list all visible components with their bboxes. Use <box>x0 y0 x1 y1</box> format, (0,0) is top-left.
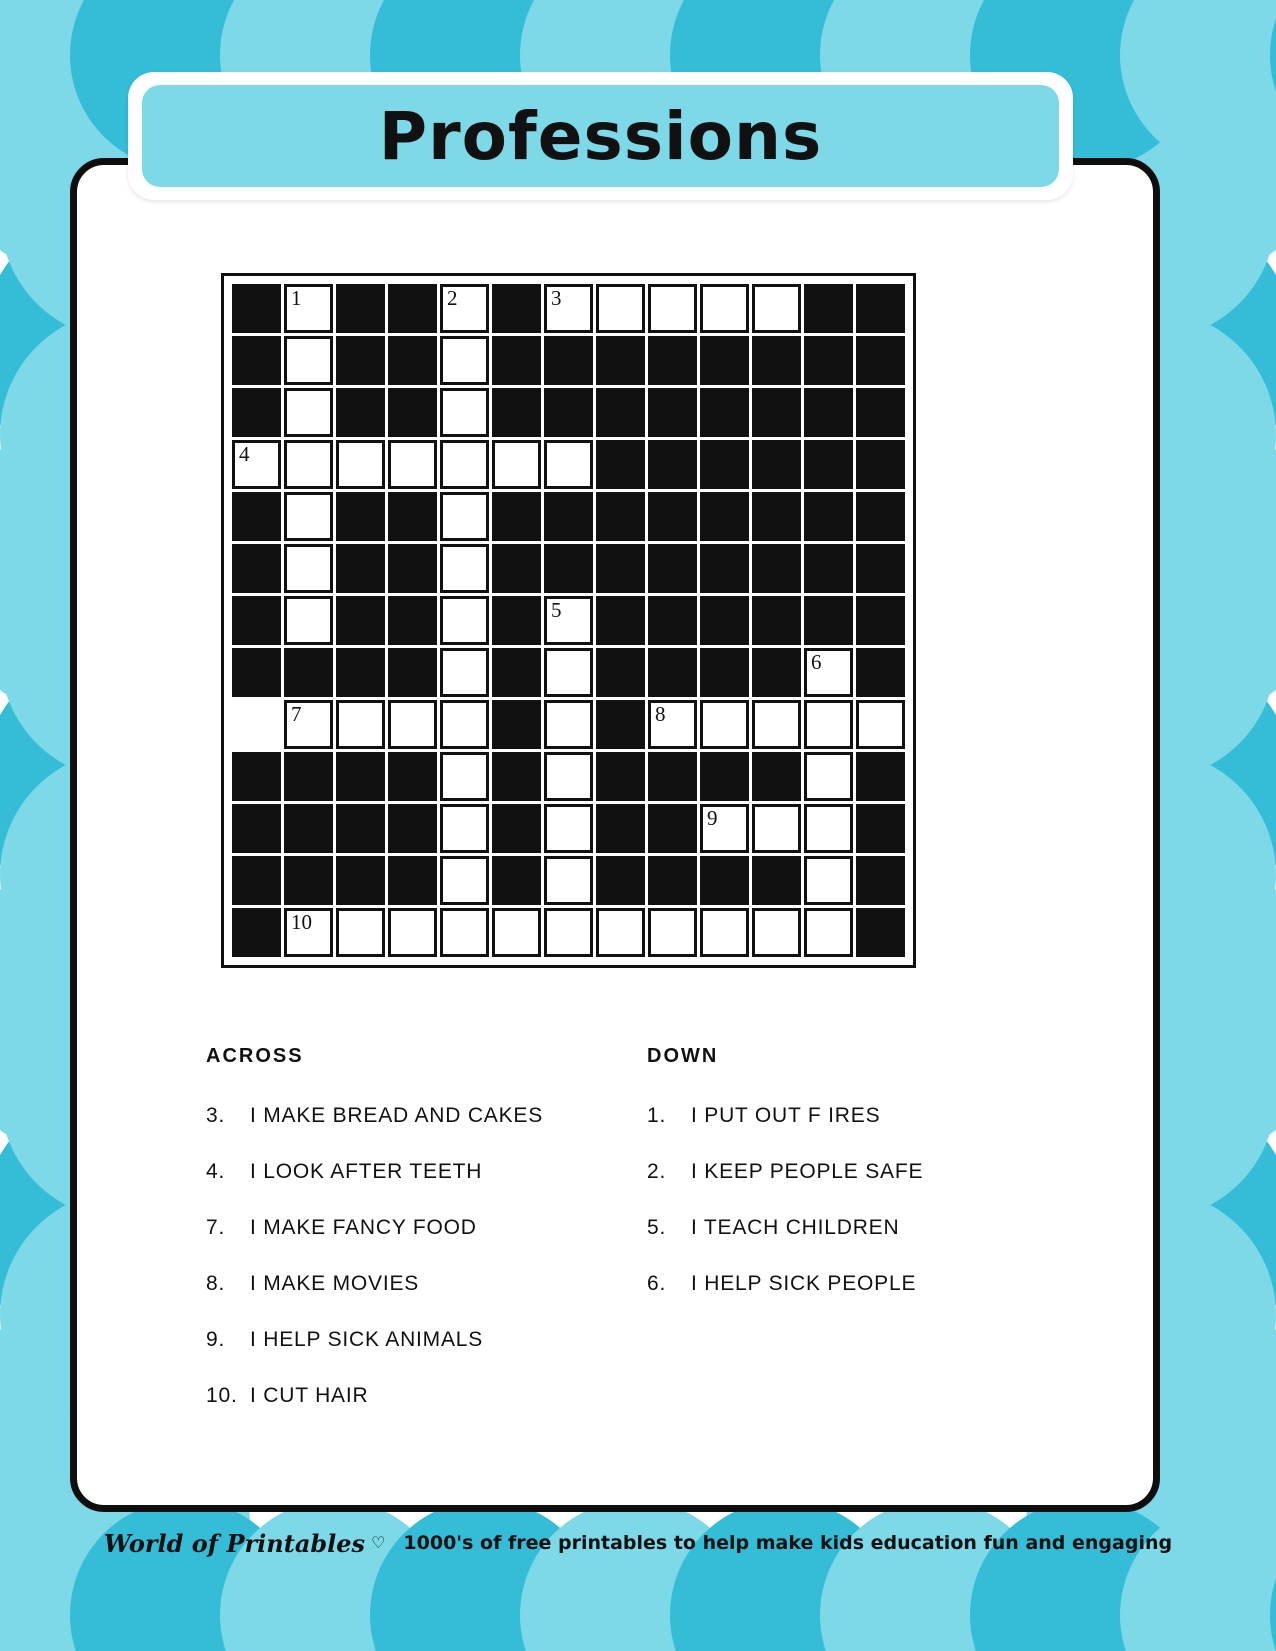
clue-text: I MAKE BREAD AND CAKES <box>250 1104 544 1127</box>
crossword-cell-open[interactable] <box>336 440 385 489</box>
clues-section <box>206 1045 1076 1440</box>
cell-number: 5 <box>551 598 562 622</box>
crossword-cell-block <box>388 492 437 541</box>
crossword-row <box>232 596 905 645</box>
crossword-cell-block <box>856 908 905 957</box>
clue-number: 1. <box>647 1104 667 1127</box>
crossword-cell-block <box>336 856 385 905</box>
crossword-cell-block <box>232 336 281 385</box>
crossword-cell-block <box>700 856 749 905</box>
crossword-cell-block <box>492 648 541 697</box>
crossword-cell-block <box>336 752 385 801</box>
cell-number: 1 <box>291 286 302 310</box>
crossword-cell-block <box>336 544 385 593</box>
crossword-cell-block <box>388 752 437 801</box>
cell-number: 7 <box>291 702 302 726</box>
crossword-cell-block <box>336 648 385 697</box>
crossword-row <box>232 700 905 749</box>
crossword-cell-open[interactable] <box>804 908 853 957</box>
clue-text: I HELP SICK ANIMALS <box>250 1328 484 1351</box>
crossword-cell-open[interactable] <box>544 700 593 749</box>
crossword-cell-block <box>752 388 801 437</box>
crossword-cell-block <box>596 596 645 645</box>
crossword-row <box>232 752 905 801</box>
crossword-cell-block <box>752 544 801 593</box>
crossword-cell-block <box>232 648 281 697</box>
clue-text: I CUT HAIR <box>250 1384 369 1407</box>
crossword-cell-block <box>856 544 905 593</box>
crossword-cell-block <box>388 284 437 333</box>
crossword-cell-open[interactable] <box>284 544 333 593</box>
crossword-cell-open[interactable] <box>388 700 437 749</box>
crossword-cell-open[interactable] <box>284 596 333 645</box>
crossword-cell-empty <box>232 700 281 749</box>
crossword-cell-open[interactable] <box>440 804 489 853</box>
crossword-cell-open[interactable] <box>700 804 749 853</box>
page-title: Professions <box>378 97 823 175</box>
crossword-cell-block <box>648 752 697 801</box>
crossword-cell-block <box>856 388 905 437</box>
crossword-cell-block <box>492 856 541 905</box>
crossword-cell-open[interactable] <box>752 908 801 957</box>
crossword-row <box>232 336 905 385</box>
crossword-cell-block <box>752 336 801 385</box>
crossword-cell-open[interactable] <box>284 492 333 541</box>
crossword-cell-block <box>388 544 437 593</box>
crossword-cell-block <box>544 492 593 541</box>
crossword-row <box>232 284 905 333</box>
cell-number: 3 <box>551 286 562 310</box>
crossword-cell-block <box>648 492 697 541</box>
crossword-cell-block <box>596 648 645 697</box>
crossword-cell-block <box>232 908 281 957</box>
crossword-cell-open[interactable] <box>700 700 749 749</box>
crossword-cell-block <box>232 544 281 593</box>
clue-text: I MAKE FANCY FOOD <box>250 1216 477 1239</box>
clue-text: I TEACH CHILDREN <box>691 1216 900 1239</box>
crossword-cell-block <box>232 856 281 905</box>
crossword-cell-block <box>700 648 749 697</box>
crossword-cell-open[interactable] <box>232 440 281 489</box>
crossword-cell-block <box>856 752 905 801</box>
clues-across-heading: ACROSS <box>206 1045 304 1067</box>
crossword-cell-block <box>596 440 645 489</box>
heart-icon: ♡ <box>371 1535 386 1552</box>
crossword-cell-block <box>700 388 749 437</box>
crossword-cell-block <box>336 492 385 541</box>
crossword-cell-open[interactable] <box>440 544 489 593</box>
crossword-row <box>232 544 905 593</box>
crossword-cell-block <box>752 856 801 905</box>
footer-tagline: 1000's of free printables to help make kids education fun and engaging <box>403 1532 1173 1554</box>
crossword-cell-block <box>752 492 801 541</box>
clues-down <box>90 1045 1076 1440</box>
crossword-cell-block <box>492 596 541 645</box>
crossword-row <box>232 648 905 697</box>
crossword-cell-block <box>648 388 697 437</box>
crossword-cell-block <box>336 284 385 333</box>
clue-number: 5. <box>647 1216 667 1239</box>
crossword-cell-block <box>648 596 697 645</box>
crossword-cell-open[interactable] <box>284 336 333 385</box>
crossword-cell-open[interactable] <box>440 700 489 749</box>
crossword-cell-block <box>336 804 385 853</box>
crossword-cell-block <box>284 856 333 905</box>
clue-item-down <box>647 1104 1076 1128</box>
crossword-cell-block <box>492 284 541 333</box>
crossword-cell-block <box>648 648 697 697</box>
crossword-cell-block <box>856 284 905 333</box>
clue-text: I PUT OUT F IRES <box>691 1104 881 1127</box>
crossword-cell-block <box>232 804 281 853</box>
clue-number: 8. <box>206 1272 226 1295</box>
crossword-row <box>232 440 905 489</box>
crossword-cell-block <box>492 492 541 541</box>
crossword-cell-block <box>492 804 541 853</box>
crossword-cell-block <box>284 648 333 697</box>
crossword-cell-block <box>388 596 437 645</box>
crossword-cell-open[interactable] <box>440 596 489 645</box>
footer <box>0 1513 1276 1573</box>
crossword-row <box>232 908 905 957</box>
clue-number: 10. <box>206 1384 238 1407</box>
crossword-cell-block <box>544 336 593 385</box>
crossword-cell-block <box>388 388 437 437</box>
crossword-cell-block <box>804 336 853 385</box>
crossword-cell-block <box>544 544 593 593</box>
crossword-cell-block <box>232 596 281 645</box>
crossword-cell-block <box>336 596 385 645</box>
crossword-cell-block <box>700 440 749 489</box>
crossword-cell-block <box>752 752 801 801</box>
crossword-cell-open[interactable] <box>596 908 645 957</box>
crossword-cell-block <box>492 752 541 801</box>
crossword-cell-block <box>856 804 905 853</box>
crossword-grid[interactable] <box>221 273 916 968</box>
clue-number: 4. <box>206 1160 226 1183</box>
crossword-cell-block <box>388 336 437 385</box>
crossword-cell-open[interactable] <box>440 856 489 905</box>
crossword-cell-block <box>596 804 645 853</box>
clue-item-down <box>647 1160 1076 1184</box>
crossword-cell-open[interactable] <box>700 284 749 333</box>
crossword-cell-block <box>648 440 697 489</box>
clue-number: 3. <box>206 1104 226 1127</box>
crossword-cell-open[interactable] <box>752 284 801 333</box>
crossword-cell-open[interactable] <box>856 700 905 749</box>
crossword-cell-block <box>804 492 853 541</box>
crossword-cell-open[interactable] <box>752 804 801 853</box>
crossword-cell-open[interactable] <box>804 804 853 853</box>
clue-text: I KEEP PEOPLE SAFE <box>691 1160 924 1183</box>
crossword-cell-block <box>336 336 385 385</box>
crossword-cell-block <box>804 596 853 645</box>
cell-number: 2 <box>447 286 458 310</box>
cell-number: 8 <box>655 702 666 726</box>
cell-number: 6 <box>811 650 822 674</box>
crossword-cell-block <box>804 284 853 333</box>
crossword-cell-block <box>700 492 749 541</box>
crossword-cell-open[interactable] <box>544 596 593 645</box>
crossword-cell-open[interactable] <box>544 804 593 853</box>
crossword-cell-block <box>856 596 905 645</box>
crossword-cell-block <box>856 492 905 541</box>
crossword-cell-open[interactable] <box>804 856 853 905</box>
crossword-cell-block <box>804 544 853 593</box>
crossword-cell-open[interactable] <box>284 284 333 333</box>
crossword-cell-open[interactable] <box>284 908 333 957</box>
crossword-cell-block <box>700 752 749 801</box>
crossword-cell-block <box>596 336 645 385</box>
crossword-row <box>232 492 905 541</box>
crossword-cell-block <box>388 804 437 853</box>
crossword-cell-block <box>856 648 905 697</box>
crossword-cell-open[interactable] <box>700 908 749 957</box>
crossword-cell-open[interactable] <box>440 648 489 697</box>
crossword-cell-block <box>232 388 281 437</box>
crossword-cell-block <box>492 544 541 593</box>
crossword-cell-block <box>284 804 333 853</box>
crossword-cell-block <box>388 648 437 697</box>
footer-brand: World of Printables <box>103 1528 366 1558</box>
crossword-cell-open[interactable] <box>544 908 593 957</box>
crossword-cell-open[interactable] <box>544 440 593 489</box>
crossword-cell-block <box>804 388 853 437</box>
crossword-cell-block <box>336 388 385 437</box>
cell-number: 9 <box>707 806 718 830</box>
crossword-cell-block <box>648 856 697 905</box>
crossword-cell-block <box>492 388 541 437</box>
clue-number: 2. <box>647 1160 667 1183</box>
crossword-cell-block <box>596 700 645 749</box>
crossword-cell-open[interactable] <box>336 908 385 957</box>
crossword-cell-open[interactable] <box>648 284 697 333</box>
crossword-cell-block <box>232 284 281 333</box>
crossword-cell-open[interactable] <box>804 648 853 697</box>
crossword-cell-block <box>492 700 541 749</box>
crossword-cell-block <box>804 440 853 489</box>
crossword-cell-open[interactable] <box>440 388 489 437</box>
crossword-cell-block <box>596 388 645 437</box>
crossword-cell-block <box>388 856 437 905</box>
clues-down-list <box>647 1104 1076 1296</box>
crossword-cell-block <box>648 544 697 593</box>
crossword-cell-block <box>700 596 749 645</box>
crossword-cell-open[interactable] <box>440 492 489 541</box>
cell-number: 10 <box>291 910 312 934</box>
clues-down-heading: DOWN <box>647 1045 719 1067</box>
crossword-cell-open[interactable] <box>544 752 593 801</box>
crossword-cell-block <box>856 856 905 905</box>
clue-number: 6. <box>647 1272 667 1295</box>
crossword-cell-open[interactable] <box>284 388 333 437</box>
crossword-cell-open[interactable] <box>440 752 489 801</box>
crossword-cell-block <box>596 544 645 593</box>
crossword-cell-open[interactable] <box>492 908 541 957</box>
crossword-cell-block <box>700 336 749 385</box>
crossword-cell-open[interactable] <box>336 700 385 749</box>
crossword-cell-block <box>596 752 645 801</box>
crossword-cell-block <box>596 856 645 905</box>
crossword-cell-block <box>752 440 801 489</box>
crossword-cell-block <box>232 752 281 801</box>
crossword-cell-block <box>492 336 541 385</box>
clue-text: I LOOK AFTER TEETH <box>250 1160 483 1183</box>
cell-number: 4 <box>239 442 250 466</box>
crossword-cell-open[interactable] <box>492 440 541 489</box>
crossword-cell-block <box>284 752 333 801</box>
title-banner-inner <box>142 85 1059 187</box>
crossword-cell-open[interactable] <box>648 908 697 957</box>
crossword-cell-open[interactable] <box>544 284 593 333</box>
clue-item-down <box>647 1216 1076 1240</box>
crossword-cell-open[interactable] <box>544 856 593 905</box>
crossword-cell-open[interactable] <box>440 336 489 385</box>
crossword-cell-block <box>856 440 905 489</box>
crossword-cell-block <box>856 336 905 385</box>
crossword-cell-block <box>700 544 749 593</box>
crossword-cell-open[interactable] <box>440 440 489 489</box>
crossword-cell-block <box>752 596 801 645</box>
clue-number: 9. <box>206 1328 226 1351</box>
crossword-cell-open[interactable] <box>596 284 645 333</box>
title-banner <box>128 72 1073 200</box>
clue-text: I MAKE MOVIES <box>250 1272 420 1295</box>
crossword-cell-open[interactable] <box>804 700 853 749</box>
crossword-cell-open[interactable] <box>440 908 489 957</box>
crossword-table[interactable] <box>229 281 908 960</box>
crossword-row <box>232 388 905 437</box>
crossword-cell-block <box>232 492 281 541</box>
crossword-cell-open[interactable] <box>284 700 333 749</box>
crossword-row <box>232 856 905 905</box>
crossword-cell-block <box>596 492 645 541</box>
crossword-cell-open[interactable] <box>440 284 489 333</box>
clue-text: I HELP SICK PEOPLE <box>691 1272 917 1295</box>
crossword-cell-block <box>648 336 697 385</box>
crossword-cell-open[interactable] <box>388 908 437 957</box>
crossword-cell-block <box>752 648 801 697</box>
crossword-cell-open[interactable] <box>648 700 697 749</box>
crossword-cell-open[interactable] <box>388 440 437 489</box>
crossword-cell-open[interactable] <box>544 648 593 697</box>
crossword-row <box>232 804 905 853</box>
crossword-cell-block <box>648 804 697 853</box>
crossword-cell-open[interactable] <box>284 440 333 489</box>
clue-item-down <box>647 1272 1076 1296</box>
crossword-cell-open[interactable] <box>752 700 801 749</box>
crossword-cell-block <box>544 388 593 437</box>
crossword-cell-open[interactable] <box>804 752 853 801</box>
clue-number: 7. <box>206 1216 226 1239</box>
